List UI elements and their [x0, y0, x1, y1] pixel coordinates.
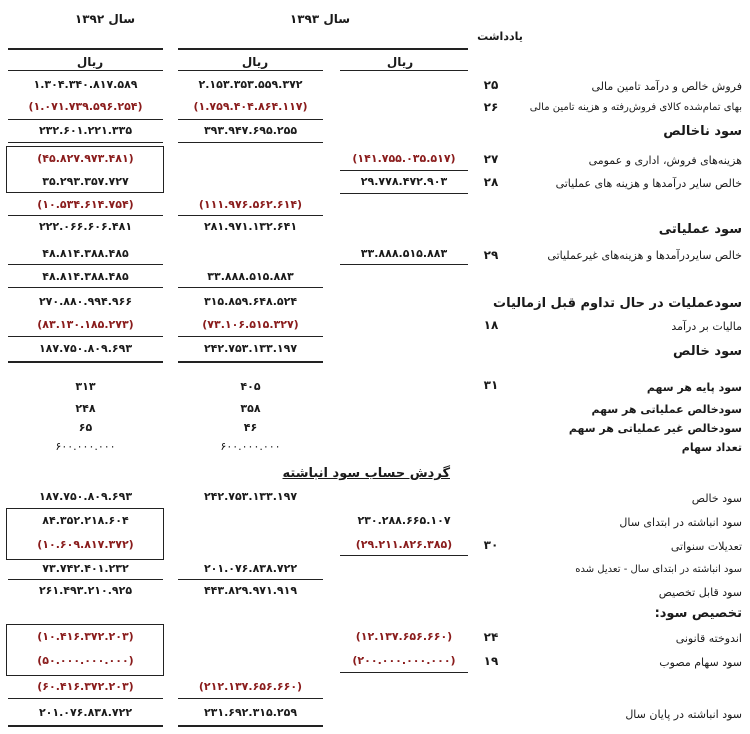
- r14-1393: ۳۵۸: [240, 402, 261, 415]
- r4-label: هزینه‌های فروش، اداری و عمومی: [588, 154, 742, 167]
- rial-underline-1393: [178, 70, 323, 71]
- r18-label: سود انباشته در ابتدای سال: [619, 516, 742, 529]
- r16-label: تعداد سهام: [681, 441, 742, 454]
- r4-1392: (۴۵.۸۲۷.۹۷۳.۴۸۱): [37, 152, 134, 165]
- r7-label: سود عملیاتی: [658, 222, 742, 237]
- r17-label: سود خالص: [691, 492, 742, 505]
- r23-detail: (۱۲.۱۳۷.۶۵۶.۶۶۰): [355, 630, 453, 643]
- r9-1392: ۴۸.۸۱۴.۳۸۸.۴۸۵: [42, 270, 129, 283]
- r15-1393: ۴۶: [243, 421, 258, 434]
- header-year-1392: سال ۱۳۹۲: [74, 12, 136, 26]
- r2-1392: (۱.۰۷۱.۷۳۹.۵۹۶.۲۵۴): [28, 100, 143, 113]
- r3-1393: ۳۹۳.۹۴۷.۶۹۵.۲۵۵: [203, 124, 298, 137]
- r13-label: سود پایه هر سهم: [646, 381, 742, 394]
- r7-1393: ۲۸۱.۹۷۱.۱۳۲.۶۴۱: [203, 220, 298, 233]
- r20-1393: ۲۰۱.۰۷۶.۸۳۸.۷۲۲: [203, 562, 298, 575]
- r19-label: تعدیلات سنواتی: [670, 540, 742, 553]
- r2-label: بهای تمام‌شده کالای فروش‌رفته و هزینه تامین مالی: [529, 102, 742, 113]
- divider: [178, 287, 323, 288]
- header-rial-1393: ریال: [241, 55, 269, 69]
- header-rial-detail: ریال: [386, 55, 414, 69]
- r12-label: سود خالص: [673, 344, 742, 359]
- divider: [340, 264, 468, 265]
- divider: [8, 725, 163, 727]
- r1-1393: ۲.۱۵۳.۳۵۳.۵۵۹.۳۷۲: [198, 78, 303, 91]
- r13-1392: ۳۱۳: [75, 380, 96, 393]
- r26-label: سود انباشته در پایان سال: [625, 708, 742, 721]
- header-underline-1392: [8, 48, 163, 50]
- divider: [8, 119, 163, 120]
- r3-1392: ۲۳۲.۶۰۱.۲۲۱.۳۳۵: [38, 124, 133, 137]
- r21-1392: ۲۶۱.۴۹۳.۲۱۰.۹۲۵: [38, 584, 133, 597]
- r20-label: سود انباشته در ابتدای سال - تعدیل شده: [575, 564, 742, 575]
- r5-label: خالص سایر درآمدها و هزینه های عملیاتی: [555, 177, 742, 190]
- rial-underline-detail: [340, 70, 468, 71]
- r19-detail: (۲۹.۲۱۱.۸۲۶.۳۸۵): [355, 538, 453, 551]
- r6-1392: (۱۰.۵۳۴.۶۱۴.۷۵۴): [37, 198, 134, 211]
- divider: [340, 672, 468, 673]
- r2-note: ۲۶: [483, 100, 499, 114]
- divider: [340, 555, 468, 556]
- r12-1393: ۲۴۲.۷۵۳.۱۳۳.۱۹۷: [203, 342, 298, 355]
- r24-detail: (۲۰۰.۰۰۰.۰۰۰.۰۰۰): [352, 654, 456, 667]
- divider: [178, 361, 323, 363]
- r18-detail: ۲۳۰.۲۸۸.۶۶۵.۱۰۷: [357, 514, 451, 527]
- r8-detail: ۳۳.۸۸۸.۵۱۵.۸۸۳: [360, 247, 448, 260]
- r7-1392: ۲۲۲.۰۶۶.۶۰۶.۴۸۱: [38, 220, 133, 233]
- divider: [178, 142, 323, 143]
- r10-1392: ۲۷۰.۸۸۰.۹۹۴.۹۶۶: [38, 295, 133, 308]
- r5-1392: ۳۵.۲۹۳.۳۵۷.۷۲۷: [42, 175, 129, 188]
- r24-note: ۱۹: [483, 654, 499, 668]
- rial-underline-1392: [8, 70, 163, 71]
- r19-1392: (۱۰.۶۰۹.۸۱۷.۳۷۲): [37, 538, 134, 551]
- r21-1393: ۴۴۳.۸۲۹.۹۷۱.۹۱۹: [203, 584, 298, 597]
- r20-1392: ۷۳.۷۴۲.۴۰۱.۲۳۲: [42, 562, 129, 575]
- divider: [8, 698, 163, 699]
- r1-label: فروش خالص و درآمد تامین مالی: [591, 80, 742, 93]
- r26-1392: ۲۰۱.۰۷۶.۸۳۸.۷۲۲: [38, 706, 133, 719]
- divider: [178, 579, 323, 580]
- r13-1393: ۴۰۵: [240, 380, 261, 393]
- r8-1392: ۴۸.۸۱۴.۳۸۸.۴۸۵: [42, 247, 129, 260]
- r22-label: تخصیص سود:: [654, 606, 742, 621]
- r2-1393: (۱.۷۵۹.۴۰۴.۸۶۴.۱۱۷): [193, 100, 308, 113]
- r6-1393: (۱۱۱.۹۷۶.۵۶۲.۶۱۴): [198, 198, 303, 211]
- header-rial-1392: ریال: [76, 55, 104, 69]
- divider: [178, 725, 323, 727]
- r13-note: ۳۱: [483, 378, 499, 392]
- r11-1392: (۸۳.۱۳۰.۱۸۵.۲۷۳): [37, 318, 134, 331]
- r9-1393: ۳۳.۸۸۸.۵۱۵.۸۸۳: [207, 270, 294, 283]
- divider: [8, 215, 163, 216]
- r14-1392: ۲۴۸: [75, 402, 96, 415]
- divider: [178, 119, 323, 120]
- r23-label: اندوخته قانونی: [675, 632, 742, 645]
- divider: [8, 361, 163, 363]
- r16-1392: ۶۰۰.۰۰۰.۰۰۰: [55, 440, 116, 453]
- r25-1393: (۲۱۲.۱۳۷.۶۵۶.۶۶۰): [198, 680, 303, 693]
- header-note: یادداشت: [477, 30, 523, 43]
- r17-1393: ۲۴۲.۷۵۳.۱۳۳.۱۹۷: [203, 490, 298, 503]
- r11-1393: (۷۳.۱۰۶.۵۱۵.۳۲۷): [202, 318, 299, 331]
- r3-label: سود ناخالص: [663, 124, 742, 139]
- r26-1393: ۲۳۱.۶۹۲.۳۱۵.۲۵۹: [203, 706, 298, 719]
- r12-1392: ۱۸۷.۷۵۰.۸۰۹.۶۹۳: [38, 342, 133, 355]
- divider: [178, 215, 323, 216]
- divider: [8, 336, 163, 337]
- divider: [340, 170, 468, 171]
- r24-1392: (۵۰.۰۰۰.۰۰۰.۰۰۰): [37, 654, 134, 667]
- divider: [8, 579, 163, 580]
- r10-label: سودعملیات در حال تداوم قبل ازمالیات: [493, 296, 742, 311]
- divider: [178, 698, 323, 699]
- r1-1392: ۱.۳۰۴.۳۴۰.۸۱۷.۵۸۹: [33, 78, 138, 91]
- r8-note: ۲۹: [483, 248, 499, 262]
- r11-note: ۱۸: [483, 318, 499, 332]
- divider: [340, 193, 468, 194]
- r14-label: سودخالص عملیاتی هر سهم: [591, 403, 742, 416]
- section-title: گردش حساب سود انباشته: [282, 466, 450, 481]
- r4-note: ۲۷: [483, 152, 499, 166]
- r24-label: سود سهام مصوب: [659, 656, 742, 669]
- r23-1392: (۱۰.۴۱۶.۳۷۲.۲۰۳): [37, 630, 134, 643]
- r8-label: خالص سایردرآمدها و هزینه‌های غیرعملیاتی: [547, 249, 742, 262]
- header-underline-1393: [178, 48, 468, 50]
- r5-detail: ۲۹.۷۷۸.۴۷۲.۹۰۳: [360, 175, 448, 188]
- r15-1392: ۶۵: [78, 421, 93, 434]
- r16-1393: ۶۰۰.۰۰۰.۰۰۰: [220, 440, 281, 453]
- divider: [8, 287, 163, 288]
- divider: [8, 142, 163, 143]
- r25-1392: (۶۰.۴۱۶.۳۷۲.۲۰۳): [37, 680, 134, 693]
- divider: [178, 336, 323, 337]
- r10-1393: ۳۱۵.۸۵۹.۶۴۸.۵۲۴: [203, 295, 298, 308]
- r4-detail: (۱۴۱.۷۵۵.۰۳۵.۵۱۷): [352, 152, 456, 165]
- r15-label: سودخالص غیر عملیاتی هر سهم: [568, 422, 742, 435]
- divider: [8, 264, 163, 265]
- header-year-1393: سال ۱۳۹۳: [289, 12, 351, 26]
- r18-1392: ۸۴.۳۵۲.۲۱۸.۶۰۴: [42, 514, 129, 527]
- r17-1392: ۱۸۷.۷۵۰.۸۰۹.۶۹۳: [38, 490, 133, 503]
- r19-note: ۳۰: [483, 538, 499, 552]
- r11-label: مالیات بر درآمد: [671, 320, 742, 333]
- r23-note: ۲۴: [483, 630, 499, 644]
- r21-label: سود قابل تخصیص: [658, 586, 742, 599]
- r5-note: ۲۸: [483, 175, 499, 189]
- r1-note: ۲۵: [483, 78, 499, 92]
